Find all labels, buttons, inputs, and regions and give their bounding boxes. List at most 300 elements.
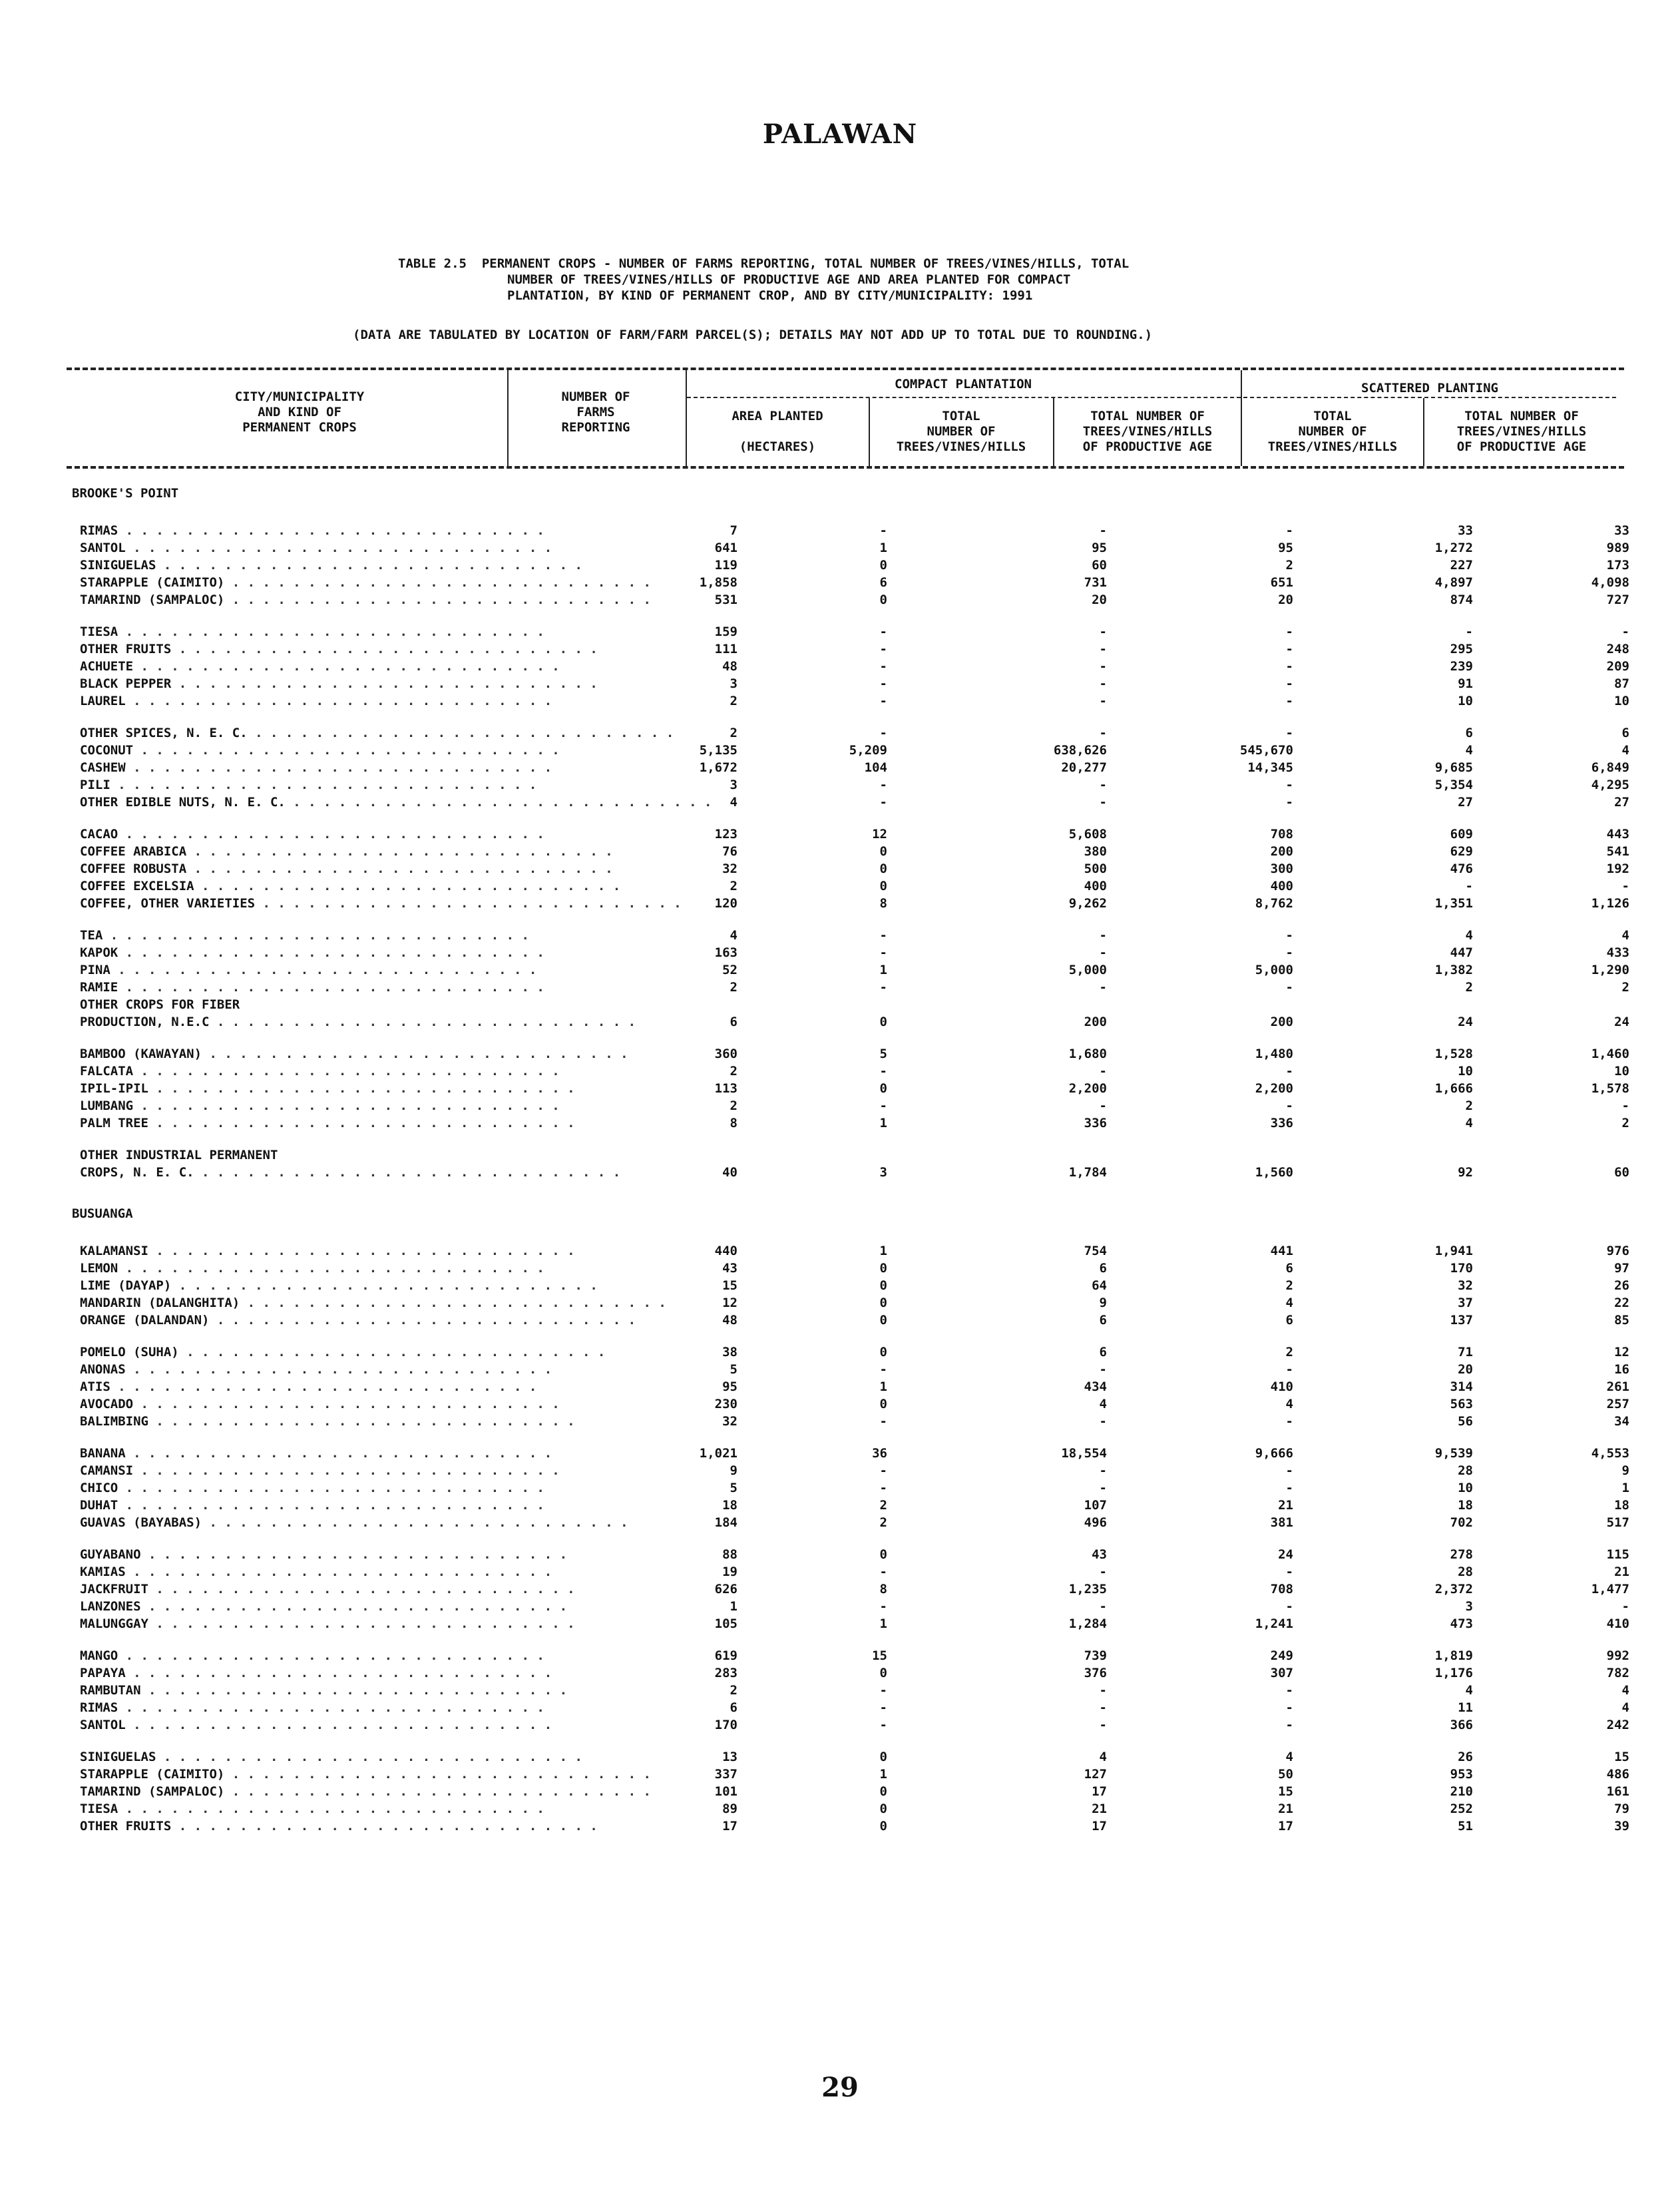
scattered-total-value: 629 [1450,844,1473,859]
table-body [72,485,1629,1859]
compact-total-value: 4 [1099,1397,1107,1411]
crop-name [80,1800,544,1818]
compact-productive-value: 410 [1270,1379,1293,1394]
crop-name [80,877,621,895]
compact-productive-value: 4 [1285,1296,1293,1310]
header-text: (HECTARES) [739,439,816,454]
area-value: - [879,1599,887,1614]
table-row [72,1682,1629,1699]
scattered-total-value: 210 [1450,1784,1473,1799]
table-row [72,1716,1629,1734]
scattered-productive-value: 1,460 [1591,1047,1629,1061]
table-row [72,1766,1629,1783]
scattered-total-value: 10 [1458,694,1473,708]
crop-name [80,759,552,776]
scattered-total-value: 563 [1450,1397,1473,1411]
crop-name [80,1783,651,1800]
header-text: TREES/VINES/HILLS [1082,424,1213,439]
farms-value: 15 [722,1278,737,1293]
compact-total-value: - [1099,928,1107,943]
scattered-total-value: 1,528 [1434,1047,1473,1061]
crop-name-text: STARAPPLE (CAIMITO) [80,1767,225,1782]
scattered-productive-value: 1 [1621,1481,1629,1495]
crop-name [80,1361,552,1378]
table-row [72,895,1629,912]
leader-dots: . . . . . . . . . . . . . . . . . . . . . . . . . . . . [224,1767,651,1782]
crop-name-text: SANTOL [80,1718,126,1732]
scattered-productive-value: 541 [1606,844,1629,859]
crop-name-text: ORANGE (DALANDAN) [80,1313,210,1328]
compact-productive-value: 441 [1270,1244,1293,1258]
header-text: AREA PLANTED [732,409,823,423]
scattered-productive-value: 60 [1614,1165,1629,1180]
crop-name [80,996,493,1013]
table-row [72,979,1629,996]
farms-value: 38 [722,1345,737,1359]
leader-dots: . . . . . . . . . . . . . . . . . . . . . . . . . . . . [148,1081,575,1096]
row-group [72,724,1629,811]
area-value: 2 [879,1498,887,1513]
crop-name [80,1114,575,1132]
crop-name-text: BANANA [80,1446,126,1461]
area-value: - [879,1463,887,1478]
scattered-total-value: 476 [1450,861,1473,876]
crop-name-text: COCONUT [80,743,134,758]
crop-name-text: BLACK PEPPER [80,676,172,691]
crop-name-text: LEMON [80,1261,118,1276]
scattered-total-value: 92 [1458,1165,1473,1180]
crop-name-text: RIMAS [80,1700,118,1715]
farms-value: 4 [730,795,737,810]
scattered-productive-value: 4,553 [1591,1446,1629,1461]
leader-dots: . . . . . . . . . . . . . . . . . . . . . . . . . . . . [171,1819,598,1833]
farms-value: 5 [730,1362,737,1377]
crop-name [80,961,537,979]
compact-total-value: - [1099,1565,1107,1579]
crop-name [80,1647,544,1664]
crop-name-text: COFFEE EXCELSIA [80,879,194,893]
crop-name [80,776,537,794]
leader-dots: . . . . . . . . . . . . . . . . . . . . . . . . . . . . [148,1414,575,1429]
leader-dots: . . . . . . . . . . . . . . . . . . . . . . . . . . . . [140,1599,568,1614]
crop-name-text: RIMAS [80,523,118,538]
scattered-total-value: 6 [1465,726,1473,740]
header-city [100,389,499,435]
header-text: NUMBER OF [927,424,996,439]
compact-productive-value: 4 [1285,1397,1293,1411]
header-text: FARMS [576,405,615,419]
leader-dots: . . . . . . . . . . . . . . . . . . . . . . . . . . . . [202,1047,628,1061]
farms-value: 13 [722,1750,737,1764]
area-value: 1 [879,1767,887,1782]
compact-total-value: 434 [1084,1379,1107,1394]
compact-productive-value: - [1285,1362,1293,1377]
scattered-productive-value: 16 [1614,1362,1629,1377]
compact-productive-value: 21 [1278,1498,1293,1513]
scattered-total-value: 26 [1458,1750,1473,1764]
leader-dots: . . . . . . . . . . . . . . . . . . . . . . . . . . . . [118,1648,544,1663]
crop-name-text: TIESA [80,624,118,639]
crop-name-text: POMELO (SUHA) [80,1345,179,1359]
leader-dots: . . . . . . . . . . . . . . . . . . . . . . . . . . . . [125,1565,552,1579]
crop-name [80,860,613,877]
scattered-total-value: 51 [1458,1819,1473,1833]
compact-productive-value: 307 [1270,1666,1293,1680]
scattered-productive-value: 209 [1606,659,1629,674]
scattered-total-value: 1,351 [1434,896,1473,911]
crop-name-text: PRODUCTION, N.E.C [80,1015,210,1029]
compact-total-value: 21 [1092,1802,1107,1816]
crop-name [80,1462,560,1479]
header-bottom-rule [67,466,1624,469]
scattered-productive-value: 4 [1621,1700,1629,1715]
crop-name [80,1080,575,1097]
farms-value: 7 [730,523,737,538]
area-value: - [879,1700,887,1715]
scattered-total-value: 28 [1458,1565,1473,1579]
leader-dots: . . . . . . . . . . . . . . . . . . . . . . . . . . . . [140,1683,568,1698]
table-row [72,1164,1629,1181]
scattered-productive-value: 85 [1614,1313,1629,1328]
compact-productive-value: 4 [1285,1750,1293,1764]
farms-value: 89 [722,1802,737,1816]
header-text: TOTAL NUMBER OF [1464,409,1579,423]
compact-productive-value: 6 [1285,1313,1293,1328]
compact-total-value: - [1099,945,1107,960]
page-number: 29 [821,2072,859,2103]
compact-total-value: 1,235 [1068,1582,1107,1596]
table-row [72,640,1629,658]
area-value: 0 [879,1313,887,1328]
farms-value: 101 [714,1784,737,1799]
area-value: - [879,1718,887,1732]
crop-name [80,1497,544,1514]
scattered-total-value: 20 [1458,1362,1473,1377]
header-text: TOTAL NUMBER OF [1090,409,1205,423]
compact-productive-value: 8,762 [1255,896,1293,911]
compact-productive-value: 15 [1278,1784,1293,1799]
scattered-total-value: 314 [1450,1379,1473,1394]
scattered-productive-value: 517 [1606,1515,1629,1530]
table-row [72,1581,1629,1598]
farms-value: 337 [714,1767,737,1782]
scattered-productive-value: 21 [1614,1565,1629,1579]
scattered-total-value: 32 [1458,1278,1473,1293]
farms-value: 2 [730,694,737,708]
crop-name-text: COFFEE ROBUSTA [80,861,187,876]
area-value: 0 [879,1750,887,1764]
farms-value: 48 [722,659,737,674]
farms-value: 12 [722,1296,737,1310]
compact-total-value: 64 [1092,1278,1107,1293]
compact-productive-value: - [1285,1463,1293,1478]
farms-value: 18 [722,1498,737,1513]
scattered-total-value: 278 [1450,1547,1473,1562]
municipality-section [72,1205,1629,1835]
table-row [72,1699,1629,1716]
crop-name [80,692,552,710]
table-row [72,961,1629,979]
scattered-productive-value: - [1621,879,1629,893]
table-row [72,1097,1629,1114]
table-row [72,724,1629,742]
leader-dots: . . . . . . . . . . . . . . . . . . . . . . . . . . . . [171,676,598,691]
compact-total-value: 9,262 [1068,896,1107,911]
leader-dots: . . . . . . . . . . . . . . . . . . . . . . . . . . . . [247,726,674,740]
scattered-total-value: 239 [1450,659,1473,674]
compact-total-value: 376 [1084,1666,1107,1680]
compact-productive-value: 2 [1285,1345,1293,1359]
area-value: - [879,1064,887,1079]
leader-dots: . . . . . . . . . . . . . . . . . . . . . . . . . . . . [125,694,552,708]
leader-dots: . . . . . . . . . . . . . . . . . . . . . . . . . . . . [110,963,537,977]
table-row [72,591,1629,609]
scattered-productive-value: 6,849 [1591,760,1629,775]
leader-dots: . . . . . . . . . . . . . . . . . . . . . . . . . . . . [110,1379,537,1394]
compact-total-value: 638,626 [1053,743,1107,758]
crop-name-text: BAMBOO (KAWAYAN) [80,1047,202,1061]
table-row [72,877,1629,895]
compact-productive-value: 5,000 [1255,963,1293,977]
farms-value: 17 [722,1819,737,1833]
scattered-total-value: 3 [1465,1599,1473,1614]
scattered-total-value: 4 [1465,928,1473,943]
compact-productive-value: - [1285,1700,1293,1715]
scattered-total-value: 2,372 [1434,1582,1473,1596]
farms-value: 360 [714,1047,737,1061]
table-row [72,1378,1629,1395]
crop-name [80,1045,628,1063]
header-compact-productive [1055,409,1240,455]
table-row [72,1395,1629,1413]
leader-dots: . . . . . . . . . . . . . . . . . . . . . . . . . . . . [125,1666,552,1680]
municipality-name: BROOKE'S POINT [72,486,179,501]
crop-name [80,1343,606,1361]
scattered-productive-value: 33 [1614,523,1629,538]
crop-name [80,1277,598,1294]
scattered-total-value: 27 [1458,795,1473,810]
crop-name-text: AVOCADO [80,1397,134,1411]
crop-name [80,1413,575,1430]
leader-dots: . . . . . . . . . . . . . . . . . . . . . . . . . . . . [202,1515,628,1530]
table-row [72,996,1629,1013]
farms-value: 123 [714,827,737,842]
farms-value: 283 [714,1666,737,1680]
compact-total-value: - [1099,642,1107,656]
leader-dots: . . . . . . . . . . . . . . . . . . . . . . . . . . . . [103,928,529,943]
scattered-total-value: 24 [1458,1015,1473,1029]
table-row [72,742,1629,759]
scattered-productive-value: 486 [1606,1767,1629,1782]
compact-total-value: 400 [1084,879,1107,893]
crop-name-text: TAMARIND (SAMPALOC) [80,1784,225,1799]
area-value: - [879,795,887,810]
scattered-total-value: 2 [1465,1098,1473,1113]
table-row [72,927,1629,944]
scattered-total-value: 4 [1465,743,1473,758]
compact-total-value: - [1099,1064,1107,1079]
leader-dots: . . . . . . . . . . . . . . . . . . . . . . . . . . . . [186,861,613,876]
compact-total-value: - [1099,659,1107,674]
crop-name-text: OTHER EDIBLE NUTS, N. E. C. [80,795,286,810]
crop-name [80,1164,621,1181]
compact-total-value: - [1099,795,1107,810]
compact-productive-value: - [1285,642,1293,656]
leader-dots: . . . . . . . . . . . . . . . . . . . . . . . . . . . . [156,1750,582,1764]
scattered-productive-value: 1,126 [1591,896,1629,911]
compact-total-value: 20 [1092,593,1107,607]
scattered-total-value: 4 [1465,1683,1473,1698]
compact-productive-value: - [1285,1683,1293,1698]
compact-total-value: 2,200 [1068,1081,1107,1096]
compact-productive-value: - [1285,1718,1293,1732]
scattered-productive-value: 989 [1606,541,1629,555]
crop-name-text: TIESA [80,1802,118,1816]
table-row [72,522,1629,539]
area-value: 1 [879,1616,887,1631]
compact-productive-value: 1,560 [1255,1165,1293,1180]
crop-name-text: CAMANSI [80,1463,134,1478]
crop-name [80,1716,552,1734]
crop-name-text: GUAVAS (BAYABAS) [80,1515,202,1530]
leader-dots: . . . . . . . . . . . . . . . . . . . . . . . . . . . . [186,844,613,859]
crop-name-text: KAPOK [80,945,118,960]
farms-value: 76 [722,844,737,859]
scattered-total-value: 9,685 [1434,760,1473,775]
compact-total-value: 17 [1092,1784,1107,1799]
table-row [72,1598,1629,1615]
leader-dots: . . . . . . . . . . . . . . . . . . . . . . . . . . . . [209,1015,636,1029]
crop-name-text: LIME (DAYAP) [80,1278,172,1293]
area-value: 0 [879,1547,887,1562]
area-value: 1 [879,963,887,977]
scattered-productive-value: 242 [1606,1718,1629,1732]
scattered-productive-value: 173 [1606,558,1629,573]
crop-name-text: ATIS [80,1379,110,1394]
scattered-productive-value: 24 [1614,1015,1629,1029]
scattered-total-value: 1,272 [1434,541,1473,555]
table-row [72,1800,1629,1818]
leader-dots: . . . . . . . . . . . . . . . . . . . . . . . . . . . . [194,1165,621,1180]
crop-name-text: PAPAYA [80,1666,126,1680]
crop-name [80,1682,568,1699]
compact-total-value: - [1099,1683,1107,1698]
compact-productive-value: - [1285,726,1293,740]
table-row [72,1647,1629,1664]
area-value: - [879,642,887,656]
compact-total-value: 380 [1084,844,1107,859]
scattered-total-value: - [1465,879,1473,893]
table-row [72,1260,1629,1277]
table-row [72,692,1629,710]
scattered-productive-value: 87 [1614,676,1629,691]
scattered-total-value: 4 [1465,1116,1473,1130]
table-row [72,1242,1629,1260]
municipality-section [72,485,1629,1181]
farms-value: 2 [730,980,737,995]
area-value: 0 [879,1819,887,1833]
scattered-total-value: 33 [1458,523,1473,538]
farms-value: 184 [714,1515,737,1530]
crop-name-text: SINIGUELAS [80,1750,156,1764]
column-divider [1053,398,1054,466]
crop-name [80,1664,552,1682]
crop-name [80,1013,636,1031]
leader-dots: . . . . . . . . . . . . . . . . . . . . . . . . . . . . [224,593,651,607]
area-value: 104 [864,760,887,775]
leader-dots: . . . . . . . . . . . . . . . . . . . . . . . . . . . . [133,1463,560,1478]
leader-dots: . . . . . . . . . . . . . . . . . . . . . . . . . . . . [133,1064,560,1079]
compact-productive-value: 2 [1285,1278,1293,1293]
compact-total-value: 6 [1099,1345,1107,1359]
scattered-productive-value: 1,290 [1591,963,1629,977]
crop-name [80,1242,575,1260]
crop-name-text: MANDARIN (DALANGHITA) [80,1296,240,1310]
scattered-total-value: 5,354 [1434,778,1473,792]
compact-productive-value: - [1285,1565,1293,1579]
header-text: NUMBER OF [561,389,630,404]
scattered-productive-value: 248 [1606,642,1629,656]
crop-name-text: PILI [80,778,110,792]
crop-name-text: COFFEE ARABICA [80,844,187,859]
farms-value: 3 [730,676,737,691]
crop-name-text: LANZONES [80,1599,141,1614]
table-row [72,1664,1629,1682]
crop-name [80,1378,537,1395]
header-scattered-total [1243,409,1422,455]
area-value: 0 [879,861,887,876]
scattered-productive-value: 4 [1621,928,1629,943]
farms-value: 6 [730,1700,737,1715]
header-area [688,409,867,455]
farms-value: 105 [714,1616,737,1631]
crop-name-text: ANONAS [80,1362,126,1377]
leader-dots: . . . . . . . . . . . . . . . . . . . . . . . . . . . . [118,1498,544,1513]
crop-name-text: CROPS, N. E. C. [80,1165,194,1180]
scattered-productive-value: 992 [1606,1648,1629,1663]
leader-dots: . . . . . . . . . . . . . . . . . . . . . . . . . . . . [171,642,598,656]
area-value: - [879,778,887,792]
area-value: 12 [872,827,887,842]
compact-productive-value: - [1285,928,1293,943]
compact-productive-value: - [1285,1481,1293,1495]
crop-name [80,1146,493,1164]
compact-productive-value: 300 [1270,861,1293,876]
scattered-productive-value: 410 [1606,1616,1629,1631]
compact-total-value: - [1099,1599,1107,1614]
farms-value: 2 [730,1098,737,1113]
scattered-total-value: 874 [1450,593,1473,607]
crop-name [80,1818,598,1835]
scattered-productive-value: 161 [1606,1784,1629,1799]
crop-name [80,944,544,961]
table-row [72,826,1629,843]
area-value: - [879,523,887,538]
area-value: 15 [872,1648,887,1663]
table-row [72,539,1629,557]
leader-dots: . . . . . . . . . . . . . . . . . . . . . . . . . . . . [285,795,712,810]
scattered-productive-value: 261 [1606,1379,1629,1394]
scattered-total-value: 366 [1450,1718,1473,1732]
header-top-rule [67,367,1624,370]
table-note: (DATA ARE TABULATED BY LOCATION OF FARM/FARM PARCEL(S); DETAILS MAY NOT ADD UP TO TOTAL DUE TO ROUNDING.) [353,328,1153,342]
table-row [72,1045,1629,1063]
leader-dots: . . . . . . . . . . . . . . . . . . . . . . . . . . . . [118,980,544,995]
scattered-productive-value: 4,295 [1591,778,1629,792]
crop-name [80,1748,582,1766]
scattered-total-value: 91 [1458,676,1473,691]
leader-dots: . . . . . . . . . . . . . . . . . . . . . . . . . . . . [118,1700,544,1715]
